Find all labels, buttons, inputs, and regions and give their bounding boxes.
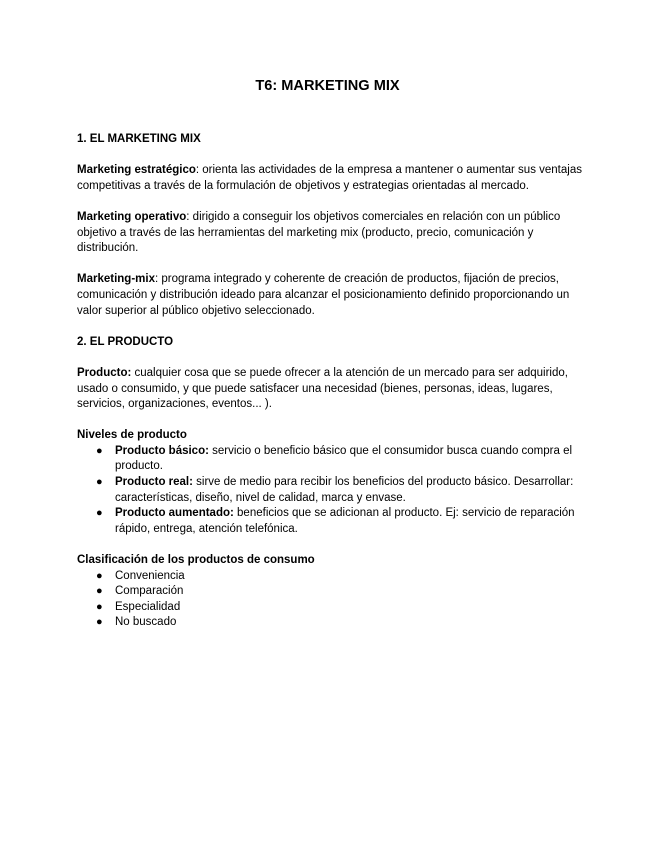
- definition-producto-basico: servicio o beneficio básico que el consumidor busca cuando compra el producto.: [115, 444, 573, 473]
- definition-producto-aumentado: beneficios que se adicionan al producto. Ej: servicio de reparación rápido, entrega, atención telefónica.: [115, 507, 575, 535]
- term-marketing-estrategico: Marketing estratégico: [77, 164, 196, 177]
- definition-marketing-mix: : programa integrado y coherente de creación de productos, fijación de precios, comunicación y distribución ideado para alcanzar el posicionamiento definido proporcionando un valor superior al público objetivo seleccionado.: [77, 273, 570, 317]
- term-producto-basico: Producto básico:: [115, 444, 209, 457]
- bullet-icon: ●: [96, 507, 103, 520]
- list-item: [77, 444, 582, 475]
- subheading-niveles-de-producto: Niveles de producto: [77, 429, 187, 442]
- bullet-icon: ●: [96, 585, 103, 598]
- definition-marketing-estrategico: : orienta las actividades de la empresa a mantener o aumentar sus ventajas competitivas a través de la formulación de objetivos y estrategias orientadas al mercado.: [77, 164, 582, 192]
- bullet-icon: ●: [96, 476, 103, 489]
- document-content: [77, 132, 582, 631]
- list-item-label: Comparación: [115, 585, 184, 598]
- bullet-icon: ●: [96, 600, 103, 613]
- term-marketing-mix: Marketing-mix: [77, 273, 155, 286]
- bullet-icon: ●: [96, 616, 103, 629]
- list-item: [77, 506, 582, 537]
- section-heading-marketing-mix: 1. EL MARKETING MIX: [77, 133, 201, 145]
- term-producto: Producto:: [77, 366, 132, 379]
- bullet-icon: ●: [96, 569, 103, 582]
- list-item: [77, 600, 582, 616]
- list-item-label: Especialidad: [115, 600, 181, 613]
- term-producto-aumentado: Producto aumentado:: [115, 507, 234, 520]
- paragraph-marketing-estrategico: [77, 163, 582, 194]
- list-item: [77, 584, 582, 600]
- term-marketing-operativo: Marketing operativo: [77, 210, 187, 223]
- paragraph-marketing-operativo: [77, 210, 582, 257]
- list-item-label: Conveniencia: [115, 569, 185, 582]
- clasificacion-list: [77, 569, 582, 631]
- definition-producto: cualquier cosa que se puede ofrecer a la atención de un mercado para ser adquirido, usado o consumido, y que puede satisfacer una necesidad (bienes, personas, ideas, lugares, servicios, organizaciones, eventos... ).: [77, 366, 568, 411]
- niveles-list: [77, 444, 582, 538]
- bullet-icon: ●: [96, 444, 103, 457]
- list-item: [77, 615, 582, 631]
- term-producto-real: Producto real:: [115, 476, 193, 489]
- subheading-clasificacion: Clasificación de los productos de consumo: [77, 554, 315, 567]
- list-item-label: No buscado: [115, 616, 177, 629]
- page-title: T6: MARKETING MIX: [255, 78, 400, 94]
- list-item: [77, 569, 582, 585]
- paragraph-producto: [77, 366, 582, 413]
- paragraph-marketing-mix: [77, 272, 582, 319]
- definition-producto-real: sirve de medio para recibir los beneficios del producto básico. Desarrollar: características, diseño, nivel de calidad, marca y envase.: [115, 476, 574, 504]
- definition-marketing-operativo: : dirigido a conseguir los objetivos comerciales en relación con un público objetivo a través de las herramientas del marketing mix (producto, precio, comunicación y distribución.: [77, 210, 561, 255]
- section-heading-producto: 2. EL PRODUCTO: [77, 335, 174, 348]
- list-item: [77, 475, 582, 506]
